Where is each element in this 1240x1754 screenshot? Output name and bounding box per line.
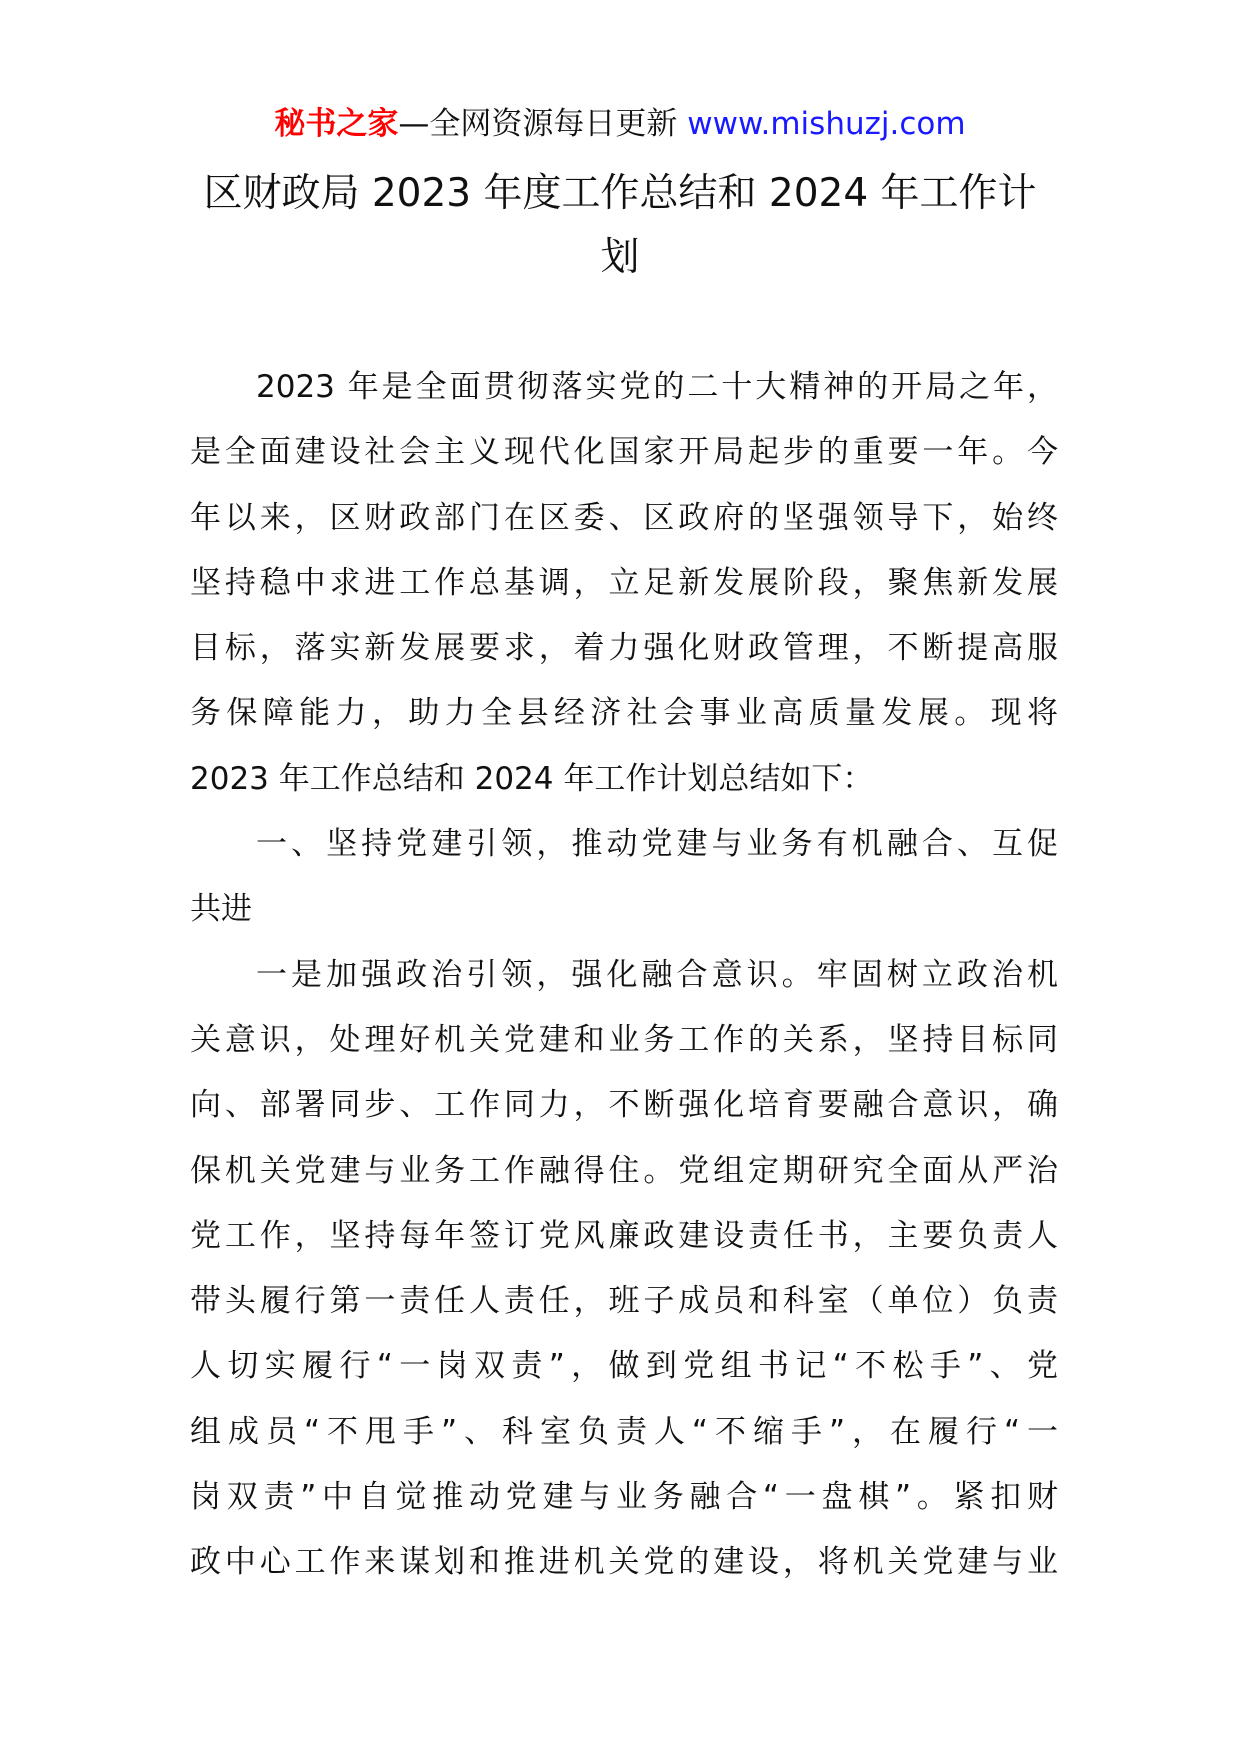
body-line: 2023 年是全面贯彻落实党的二十大精神的开局之年， [256, 369, 1058, 405]
body-line: 关意识，处理好机关党建和业务工作的关系，坚持目标同 [190, 1021, 1058, 1058]
body-line: 政中心工作来谋划和推进机关党的建设，将机关党建与业 [190, 1544, 1058, 1581]
paragraph-political-leadership [190, 943, 1058, 1596]
body-line: 共进 [190, 891, 252, 928]
body-line: 年以来，区财政部门在区委、区政府的坚强领导下，始终 [190, 499, 1058, 536]
body-line: 向、部署同步、工作同力，不断强化培育要融合意识，确 [190, 1087, 1058, 1124]
body-line: 带头履行第一责任人责任，班子成员和科室（单位）负责 [190, 1283, 1058, 1320]
body-line: 岗双责”中自觉推动党建与业务融合“一盘棋”。紧扣财 [190, 1479, 1058, 1516]
body-line: 坚持稳中求进工作总基调，立足新发展阶段，聚焦新发展 [190, 564, 1058, 601]
body-line: 一是加强政治引领，强化融合意识。牢固树立政治机 [256, 956, 1058, 993]
body-line: 是全面建设社会主义现代化国家开局起步的重要一年。今 [190, 434, 1058, 471]
body-line: 一、坚持党建引领，推动党建与业务有机融合、互促 [256, 826, 1058, 863]
body-line: 目标，落实新发展要求，着力强化财政管理，不断提高服 [190, 630, 1058, 667]
paragraph-intro [190, 355, 1058, 812]
document-title-line-1: 区财政局 2023 年度工作总结和 2024 年工作计 [203, 171, 1037, 216]
body-line: 保机关党建与业务工作融得住。党组定期研究全面从严治 [190, 1152, 1058, 1189]
site-tagline: —全网资源每日更新 [398, 106, 678, 142]
site-name: 秘书之家 [274, 106, 399, 142]
body-line: 人切实履行“一岗双责”，做到党组书记“不松手”、党 [190, 1348, 1058, 1385]
body-line: 2023 年工作总结和 2024 年工作计划总结如下： [190, 760, 874, 797]
document-title [200, 162, 1040, 290]
site-header [0, 102, 1240, 146]
section-heading-1 [190, 812, 1058, 943]
body-line: 务保障能力，助力全县经济社会事业高质量发展。现将 [190, 695, 1058, 732]
body-line: 组成员“不甩手”、科室负责人“不缩手”，在履行“一 [190, 1413, 1058, 1450]
site-url-link[interactable]: www.mishuzj.com [687, 106, 966, 142]
document-title-line-2: 划 [600, 235, 640, 280]
document-body [190, 355, 1058, 1596]
body-line: 党工作，坚持每年签订党风廉政建设责任书，主要负责人 [190, 1217, 1058, 1254]
